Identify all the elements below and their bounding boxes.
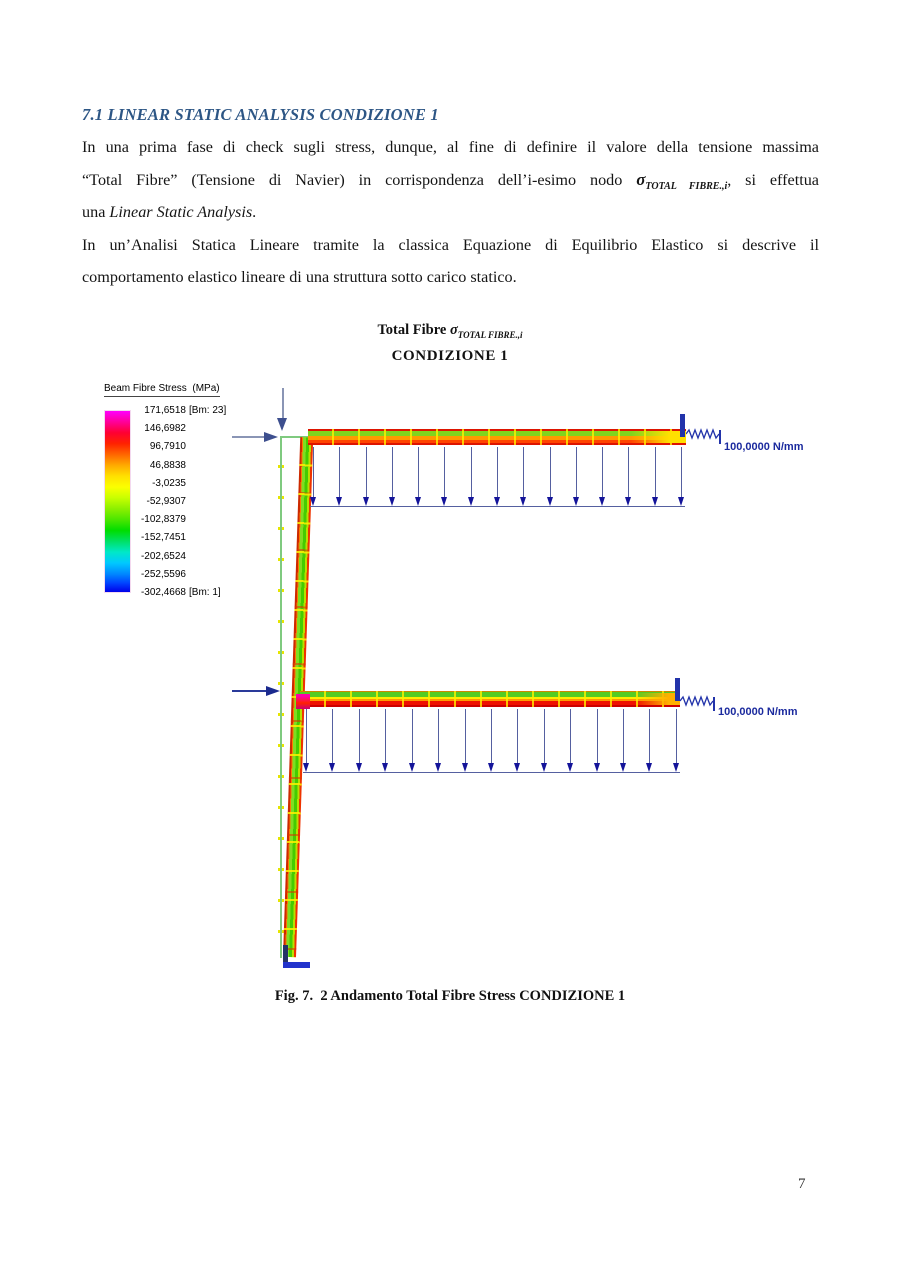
load-arrow xyxy=(415,447,422,507)
load-end-tick-top xyxy=(719,430,721,444)
distributed-load-top xyxy=(310,447,685,507)
sigma-symbol: σ xyxy=(636,169,646,189)
undeformed-shape-line xyxy=(280,437,282,958)
load-arrow xyxy=(625,447,632,507)
legend-entry: -202,6524 xyxy=(140,550,186,562)
load-arrow xyxy=(594,709,601,773)
load-arrow xyxy=(567,709,574,773)
load-arrow xyxy=(541,709,548,773)
legend-title: Beam Fibre Stress (MPa) xyxy=(104,383,220,397)
load-arrow xyxy=(336,447,343,507)
sigma-subscript: TOTAL FIBRE.,i xyxy=(645,180,728,192)
load-value-bottom: 100,0000 N/mm xyxy=(718,706,798,718)
load-arrow xyxy=(363,447,370,507)
page-number: 7 xyxy=(798,1176,806,1192)
legend-entry: 46,8838 xyxy=(149,459,186,471)
legend-values xyxy=(134,402,226,602)
load-arrow xyxy=(547,447,554,507)
load-arrow xyxy=(409,709,416,773)
load-arrow xyxy=(646,709,653,773)
p1-l2-post: , si effettua xyxy=(727,170,819,189)
load-arrow xyxy=(678,447,685,507)
spring-icon-top xyxy=(686,428,720,440)
load-arrow xyxy=(329,709,336,773)
load-arrow xyxy=(573,447,580,507)
deformed-beam-bottom xyxy=(300,691,680,707)
figure-caption: Fig. 7. 2 Andamento Total Fibre Stress CONDIZIONE 1 xyxy=(274,988,626,1004)
legend-entry: -3,0235 xyxy=(152,477,186,489)
body-text xyxy=(82,131,819,294)
load-arrow xyxy=(382,709,389,773)
figure-title xyxy=(250,322,650,340)
load-arrow xyxy=(520,447,527,507)
load-arrow xyxy=(310,447,317,507)
legend-entry: -102,8379 xyxy=(140,514,186,526)
spring-icon-bottom xyxy=(680,695,714,707)
legend-entry: 96,7910 xyxy=(149,441,186,453)
load-arrow xyxy=(462,709,469,773)
constraint-arrow-right-top-head xyxy=(264,432,278,442)
load-arrow xyxy=(620,709,627,773)
load-arrow xyxy=(303,709,310,773)
p1-l2-pre: “Total Fibre” (Tensione di Navier) in corrispondenza dell’i-esimo nodo xyxy=(82,170,637,189)
beam-column-junction xyxy=(296,694,310,709)
load-arrow xyxy=(673,709,680,773)
section-heading: 7.1 LINEAR STATIC ANALYSIS CONDIZIONE 1 xyxy=(82,105,439,124)
legend-entry: -252,5596 xyxy=(140,568,186,580)
load-arrow xyxy=(356,709,363,773)
p1-l3-post: . xyxy=(252,203,257,222)
paragraph-1-line-3 xyxy=(82,196,819,229)
load-end-tick-bottom xyxy=(713,697,715,711)
load-arrow xyxy=(494,447,501,507)
legend-entry: 146,6982 xyxy=(144,423,186,435)
paragraph-2-line-1: In un’Analisi Statica Lineare tramite la classica Equazione di Equilibrio Elastico si descrive il xyxy=(82,235,819,254)
load-value-top: 100,0000 N/mm xyxy=(724,441,804,453)
load-arrow xyxy=(652,447,659,507)
legend-entry: 171,6518 [Bm: 23] xyxy=(144,405,227,416)
constraint-arrow-right-mid-head xyxy=(266,686,280,696)
constraint-arrow-down-head xyxy=(277,418,287,431)
color-scale-bar xyxy=(105,411,130,592)
p1-l3-pre: una xyxy=(82,203,110,222)
figure-sigma-symbol: σ xyxy=(449,322,458,338)
legend-entry: -152,7451 xyxy=(140,532,186,544)
load-arrow xyxy=(389,447,396,507)
distributed-load-bottom xyxy=(303,709,680,773)
load-arrow xyxy=(488,709,495,773)
load-arrow xyxy=(514,709,521,773)
constraint-arrow-down xyxy=(282,388,284,418)
deformed-beam-top xyxy=(308,429,686,445)
italic-term: Linear Static Analysis xyxy=(109,203,253,222)
load-arrow xyxy=(441,447,448,507)
load-arrow xyxy=(599,447,606,507)
legend-entry: -52,9307 xyxy=(146,495,186,507)
constraint-arrow-right-top xyxy=(232,436,264,438)
legend-entry: -302,4668 [Bm: 1] xyxy=(140,586,221,598)
constraint-arrow-right-mid xyxy=(232,690,266,692)
base-support-horizontal xyxy=(283,962,310,968)
load-end-bar-top xyxy=(680,414,685,437)
load-arrow xyxy=(435,709,442,773)
figure-title-text: Total Fibre xyxy=(377,322,450,338)
figure-sigma-subscript: TOTAL FIBRE.,i xyxy=(457,329,523,340)
paragraph-2-line-2: comportamento elastico lineare di una struttura sotto carico statico. xyxy=(82,268,517,287)
stress-legend xyxy=(98,383,227,598)
paragraph-1-line-2 xyxy=(82,164,819,197)
load-arrow xyxy=(468,447,475,507)
figure-subtitle: CONDIZIONE 1 xyxy=(391,348,509,364)
paragraph-1-line-1: In una prima fase di check sugli stress, dunque, al fine di definire il valore della tensione massima xyxy=(82,138,819,156)
